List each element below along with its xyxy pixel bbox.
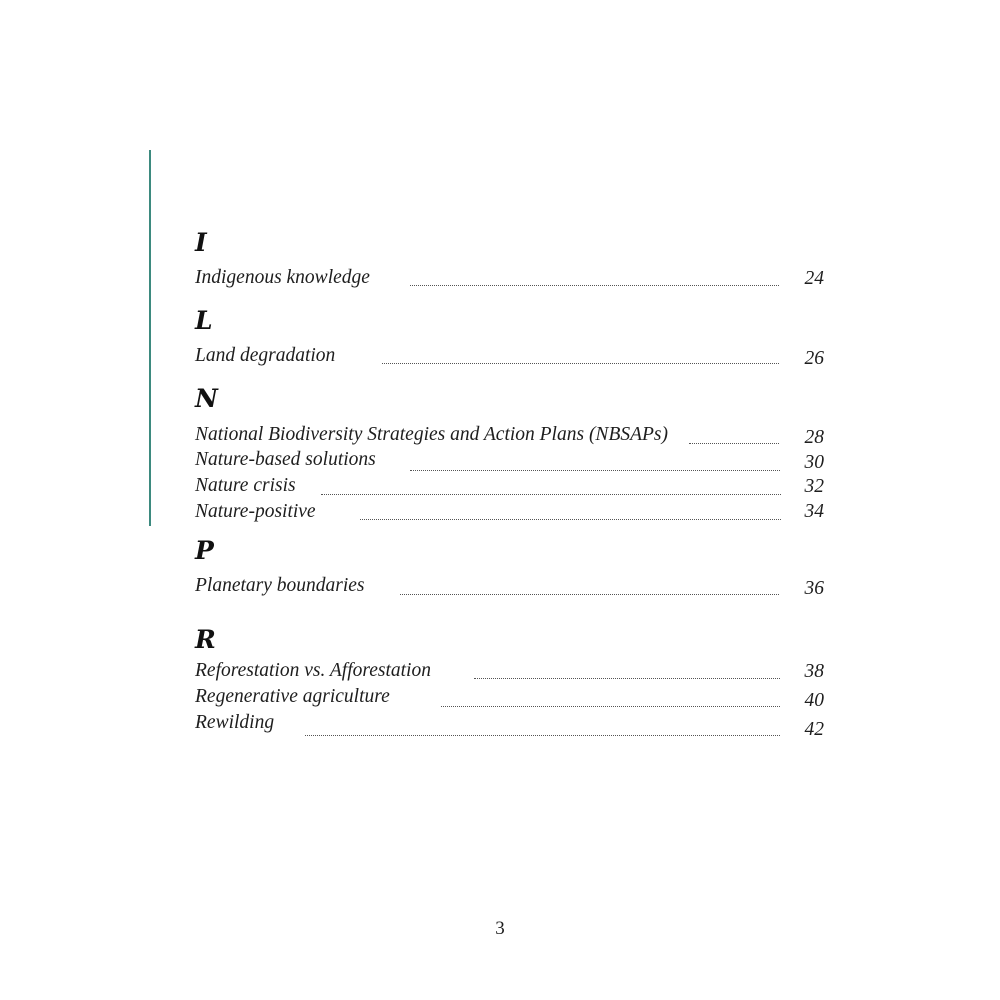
dot-leader (382, 363, 779, 364)
dot-leader (360, 519, 781, 520)
page-number[interactable]: 34 (804, 501, 824, 522)
toc-entry-reforestation-vs-afforestation[interactable]: Reforestation vs. Afforestation (195, 660, 431, 681)
page-number[interactable]: 40 (804, 690, 824, 711)
dot-leader (410, 285, 779, 286)
dot-leader (410, 470, 780, 471)
section-letter-p: P (195, 536, 214, 565)
page-number[interactable]: 26 (804, 348, 824, 369)
dot-leader (441, 706, 780, 707)
page-number[interactable]: 38 (804, 661, 824, 682)
page-number[interactable]: 42 (804, 719, 824, 740)
toc-entry-indigenous-knowledge[interactable]: Indigenous knowledge (195, 267, 370, 288)
dot-leader (689, 443, 779, 444)
toc-entry-rewilding[interactable]: Rewilding (195, 712, 275, 733)
dot-leader (305, 735, 780, 736)
toc-entry-nature-crisis[interactable]: Nature crisis (195, 475, 296, 496)
section-letter-r: R (195, 625, 216, 654)
section-letter-i: I (195, 228, 207, 257)
page-number[interactable]: 36 (804, 578, 824, 599)
dot-leader (321, 494, 781, 495)
toc-entry-regenerative-agriculture[interactable]: Regenerative agriculture (195, 686, 390, 707)
toc-entry-nature-based-solutions[interactable]: Nature-based solutions (195, 449, 376, 470)
section-letter-l: L (195, 306, 213, 335)
dot-leader (400, 594, 779, 595)
accent-rule (149, 150, 151, 526)
toc-entry-nbsaps[interactable]: National Biodiversity Strategies and Action Plans (NBSAPs) (195, 424, 669, 445)
page-number[interactable]: 28 (804, 427, 824, 448)
dot-leader (474, 678, 780, 679)
toc-entry-nature-positive[interactable]: Nature-positive (195, 501, 316, 522)
page-folio: 3 (495, 918, 505, 939)
page-number[interactable]: 24 (804, 268, 824, 289)
toc-entry-land-degradation[interactable]: Land degradation (195, 345, 336, 366)
page-number[interactable]: 32 (804, 476, 824, 497)
page-number[interactable]: 30 (804, 452, 824, 473)
section-letter-n: N (195, 384, 218, 413)
toc-entry-planetary-boundaries[interactable]: Planetary boundaries (195, 575, 365, 596)
